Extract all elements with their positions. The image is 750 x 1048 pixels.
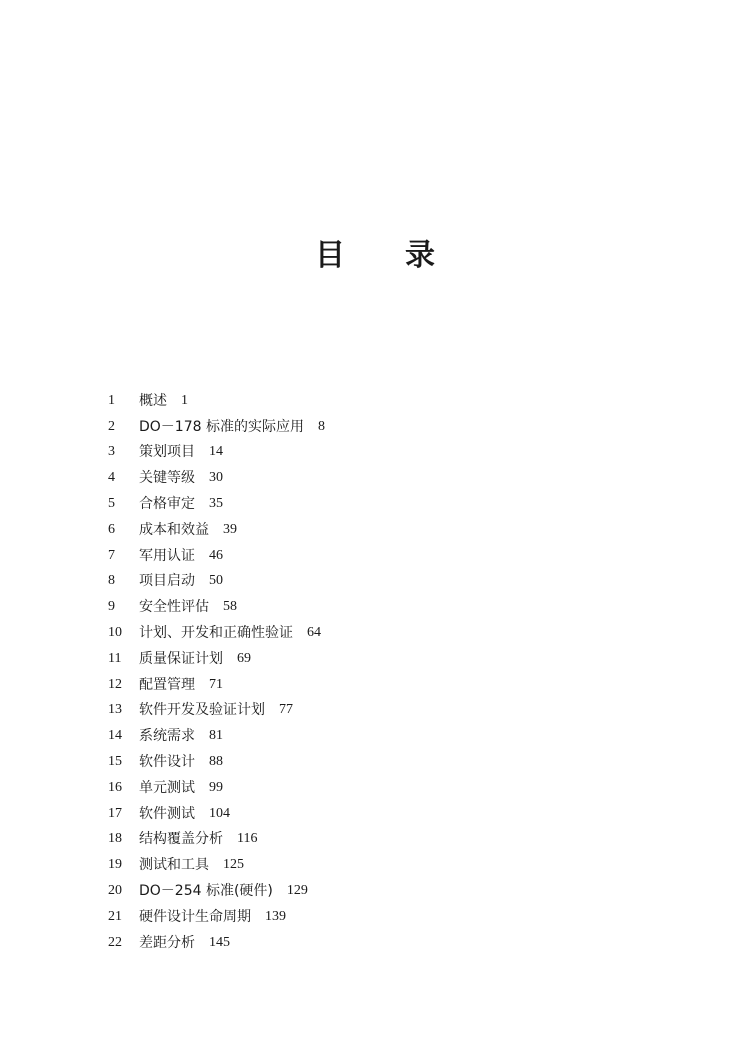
toc-entry[interactable] [108, 698, 325, 724]
page-number: 14 [209, 444, 223, 460]
toc-entry[interactable] [108, 620, 325, 646]
chapter-title: DO－254 标准(硬件) [139, 883, 273, 900]
toc-entry[interactable] [108, 930, 325, 956]
page-number: 50 [209, 573, 223, 589]
page-number: 1 [181, 392, 188, 408]
chapter-number: 20 [108, 883, 122, 899]
toc-entry[interactable] [108, 904, 325, 930]
chapter-title: 安全性评估 [139, 599, 209, 616]
chapter-title: 质量保证计划 [139, 650, 223, 667]
chapter-title: DO－178 标准的实际应用 [139, 418, 304, 435]
chapter-number: 15 [108, 754, 122, 770]
toc-entry[interactable] [108, 801, 325, 827]
toc-entry[interactable] [108, 672, 325, 698]
chapter-number: 19 [108, 857, 122, 873]
chapter-title: 软件设计 [139, 754, 195, 771]
chapter-number: 17 [108, 805, 122, 821]
toc-entry[interactable] [108, 388, 325, 414]
chapter-title: 概述 [139, 392, 167, 409]
chapter-number: 2 [108, 418, 115, 434]
page-number: 77 [279, 702, 293, 718]
page-number: 145 [209, 934, 230, 950]
page-number: 8 [317, 418, 325, 434]
toc-entry[interactable] [108, 749, 325, 775]
chapter-title: 结构覆盖分析 [139, 831, 223, 848]
chapter-number: 11 [108, 650, 122, 666]
chapter-title: 策划项目 [139, 444, 195, 461]
chapter-number: 3 [108, 444, 115, 460]
page-number: 88 [209, 754, 223, 770]
page-number: 71 [209, 676, 223, 692]
chapter-number: 12 [108, 676, 122, 692]
chapter-title: 项目启动 [139, 573, 195, 590]
table-of-contents [108, 388, 325, 956]
chapter-title: 合格审定 [139, 496, 195, 513]
chapter-title: 差距分析 [139, 934, 195, 951]
chapter-number: 5 [108, 496, 115, 512]
chapter-title: 成本和效益 [139, 521, 209, 538]
page-title: 目 录 [315, 238, 435, 273]
toc-entry[interactable] [108, 440, 325, 466]
chapter-title: 单元测试 [139, 779, 195, 796]
chapter-number: 22 [108, 934, 122, 950]
toc-entry[interactable] [108, 878, 325, 904]
chapter-number: 4 [108, 470, 115, 486]
chapter-title: 软件开发及验证计划 [139, 702, 265, 719]
toc-entry[interactable] [108, 491, 325, 517]
chapter-title: 军用认证 [139, 547, 195, 564]
toc-entry[interactable] [108, 594, 325, 620]
page-number: 116 [237, 831, 258, 847]
chapter-number: 21 [108, 908, 122, 924]
page-number: 39 [223, 521, 237, 537]
page-number: 35 [209, 496, 223, 512]
toc-entry[interactable] [108, 517, 325, 543]
chapter-title: 配置管理 [139, 676, 195, 693]
page-number: 125 [223, 857, 244, 873]
chapter-title: 硬件设计生命周期 [139, 908, 251, 925]
chapter-number: 9 [108, 599, 115, 615]
chapter-number: 7 [108, 547, 115, 563]
page-number: 58 [223, 599, 237, 615]
page-number: 46 [209, 547, 223, 563]
toc-entry[interactable] [108, 543, 325, 569]
chapter-number: 8 [108, 573, 115, 589]
chapter-number: 18 [108, 831, 122, 847]
chapter-title: 计划、开发和正确性验证 [139, 625, 293, 642]
page-number: 69 [237, 650, 251, 666]
page-number: 129 [286, 883, 308, 899]
page-number: 30 [209, 470, 223, 486]
toc-entry[interactable] [108, 465, 325, 491]
page-number: 99 [209, 779, 223, 795]
page-number: 81 [209, 728, 223, 744]
chapter-number: 10 [108, 625, 122, 641]
chapter-title: 关键等级 [139, 470, 195, 487]
toc-entry[interactable] [108, 827, 325, 853]
toc-entry[interactable] [108, 646, 325, 672]
page-number: 64 [307, 625, 321, 641]
toc-entry[interactable] [108, 569, 325, 595]
chapter-title: 系统需求 [139, 728, 195, 745]
chapter-number: 6 [108, 521, 115, 537]
toc-entry[interactable] [108, 775, 325, 801]
chapter-number: 14 [108, 728, 122, 744]
chapter-title: 软件测试 [139, 805, 195, 822]
chapter-title: 测试和工具 [139, 857, 209, 874]
chapter-number: 13 [108, 702, 122, 718]
toc-entry[interactable] [108, 723, 325, 749]
toc-entry[interactable] [108, 414, 325, 440]
page-number: 104 [209, 805, 230, 821]
page-number: 139 [265, 908, 286, 924]
toc-entry[interactable] [108, 852, 325, 878]
chapter-number: 1 [108, 392, 115, 408]
chapter-number: 16 [108, 779, 122, 795]
